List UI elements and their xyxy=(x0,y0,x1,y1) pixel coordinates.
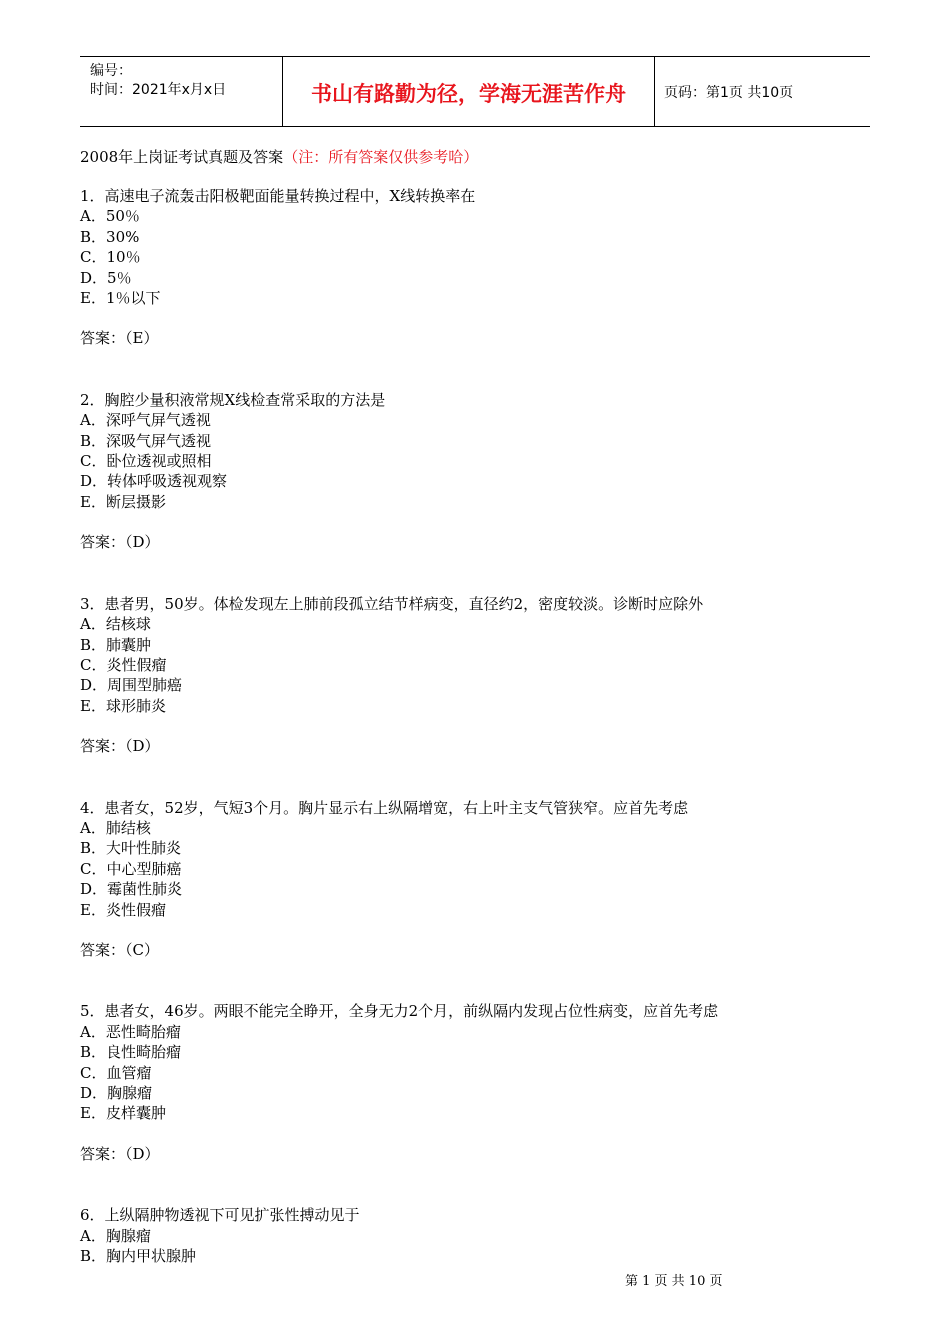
question-option: B．肺囊肿 xyxy=(80,635,152,654)
question-text: 5．患者女，46岁。两眼不能完全睁开，全身无力2个月，前纵隔内发现占位性病变，应首先考虑 xyxy=(80,1002,719,1021)
question-option: E．1％以下 xyxy=(80,289,161,308)
question-option: E．球形肺炎 xyxy=(80,696,166,715)
header-motto: 书山有路勤为径，学海无涯苦作舟 xyxy=(283,57,655,126)
question-text: 3．患者男，50岁。体检发现左上肺前段孤立结节样病变，直径约2，密度较淡。诊断时应除外 xyxy=(80,594,704,613)
question-option: B．胸内甲状腺肿 xyxy=(80,1247,197,1266)
document-title-note: （注：所有答案仅供参考哈） xyxy=(283,148,479,166)
header-meta xyxy=(80,57,283,126)
question-text: 1．高速电子流轰击阳极靶面能量转换过程中，X线转换率在 xyxy=(80,187,476,205)
question-option: B．良性畸胎瘤 xyxy=(80,1043,182,1062)
question-option: A．肺结核 xyxy=(80,818,151,837)
question-answer: 答案：（D） xyxy=(80,533,160,552)
question-option: E．皮样囊肿 xyxy=(80,1104,166,1123)
question-item xyxy=(80,594,870,757)
question-option: C．血管瘤 xyxy=(80,1063,152,1082)
question-answer: 答案：（E） xyxy=(80,329,159,348)
question-answer: 答案：（D） xyxy=(80,1144,160,1163)
question-item xyxy=(80,1001,870,1164)
question-option: B．30% xyxy=(80,227,140,246)
question-answer: 答案：（D） xyxy=(80,737,160,756)
question-option: D．转体呼吸透视观察 xyxy=(80,472,228,491)
header-page-info: 页码：第1页 共10页 xyxy=(664,84,794,101)
question-option: C．中心型肺癌 xyxy=(80,859,182,878)
page-footer: 第 1 页 共 10 页 xyxy=(625,1274,723,1289)
question-option: B．深吸气屏气透视 xyxy=(80,431,212,450)
document-title xyxy=(80,146,478,167)
question-item xyxy=(80,186,870,349)
question-option: A．深呼气屏气透视 xyxy=(80,411,211,430)
question-item xyxy=(80,798,870,961)
question-text: 2．胸腔少量积液常规X线检查常采取的方法是 xyxy=(80,390,386,409)
question-option: A．恶性畸胎瘤 xyxy=(80,1022,181,1041)
document-number-label: 编号： xyxy=(90,63,132,79)
question-item xyxy=(80,390,870,553)
question-text: 4．患者女，52岁，气短3个月。胸片显示右上纵隔增宽，右上叶主支气管狭窄。应首先考虑 xyxy=(80,798,689,817)
question-option: A．结核球 xyxy=(80,615,151,634)
question-option: D．周围型肺癌 xyxy=(80,676,183,695)
question-option: A．50％ xyxy=(80,207,140,226)
question-list xyxy=(80,186,870,1266)
question-option: D．胸腺瘤 xyxy=(80,1084,153,1102)
page-header xyxy=(80,56,870,127)
question-text: 6．上纵隔肿物透视下可见扩张性搏动见于 xyxy=(80,1206,360,1225)
question-option: C．卧位透视或照相 xyxy=(80,452,212,471)
document-title-text: 2008年上岗证考试真题及答案 xyxy=(80,148,284,166)
question-option: B．大叶性肺炎 xyxy=(80,839,182,858)
question-option: A．胸腺瘤 xyxy=(80,1226,151,1245)
question-option: E．炎性假瘤 xyxy=(80,900,166,919)
question-answer: 答案：（C） xyxy=(80,940,159,959)
question-option: C．10％ xyxy=(80,248,141,267)
question-item xyxy=(80,1205,870,1266)
question-option: D．霉菌性肺炎 xyxy=(80,880,183,899)
document-time-label: 时间：2021年x月x日 xyxy=(90,82,227,98)
question-option: D．5％ xyxy=(80,268,132,287)
question-option: C．炎性假瘤 xyxy=(80,655,167,674)
question-option: E．断层摄影 xyxy=(80,492,166,511)
